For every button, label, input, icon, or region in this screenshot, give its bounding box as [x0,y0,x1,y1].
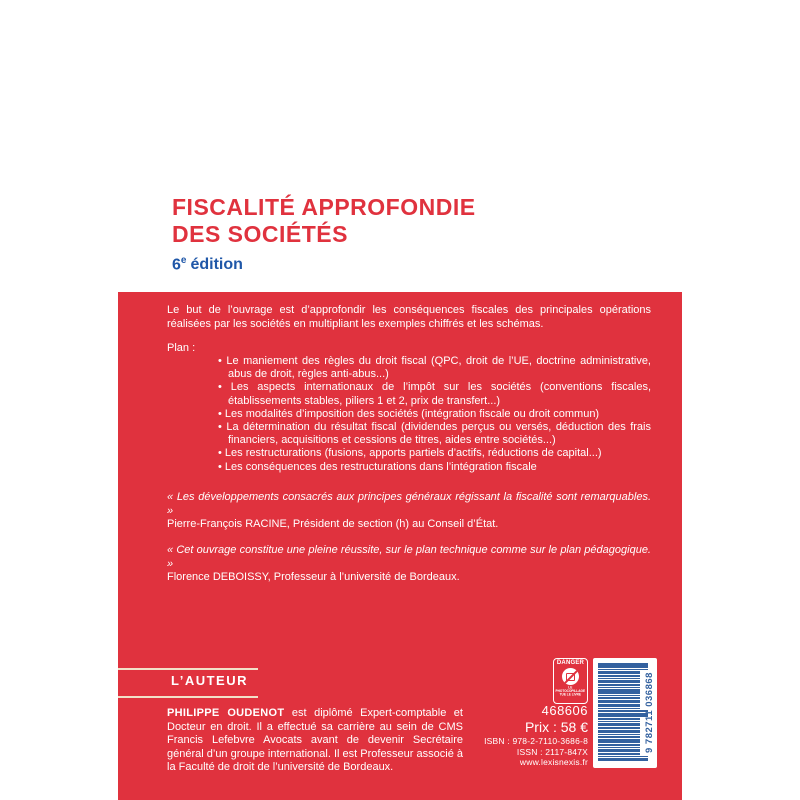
author-bio-text: est diplômé Expert-comptable et Docteur en droit. Il a effectué sa carrière au sein de CMS Francis Lefebvre Avocats avant de devenir Secrétaire général d’un groupe international. Il est Professeur associé à la Faculté de droit de l’université de Bordeaux. [167,707,463,773]
barcode-bar [598,744,640,746]
quote-text: « Cet ouvrage constitue une pleine réussite, sur le plan technique comme sur le plan pédagogique. » [167,544,651,570]
publisher-info [484,703,588,768]
barcode [593,658,657,768]
edition-word: édition [190,256,243,274]
barcode-bar [598,704,640,707]
barcode-bar [598,749,640,752]
barcode-bar [598,713,648,718]
barcode-bar [598,663,648,668]
barcode-bar [598,687,640,689]
plan-item: • Le maniement des règles du droit fiscal (QPC, droit de l’UE, doctrine administrative, abus de droit, règles anti-abus...) [218,355,651,381]
no-photocopy-icon [562,668,579,685]
barcode-bar [598,700,640,703]
barcode-bar [598,708,640,710]
author-name: PHILIPPE OUDENOT [167,707,285,719]
barcode-bar [598,747,640,749]
barcode-bar [598,684,640,686]
book-title-line2: DES SOCIÉTÉS [172,221,348,247]
plan-label: Plan : [167,342,196,354]
barcode-bar [598,736,640,738]
plan-item: • Les conséquences des restructurations dans l’intégration fiscale [218,461,651,474]
danger-caption-line2: PHOTOCOPILLAGE [555,689,586,693]
book-summary: Le but de l’ouvrage est d’approfondir les conséquences fiscales des principales opérations réalisées par les sociétés en multipliant les exemples chiffrés et les schémas. [167,304,651,330]
issn: ISSN : 2117-847X [516,746,588,757]
product-code: 468606 [541,703,588,718]
author-section-rule-top [118,668,258,670]
barcode-bar [598,718,640,720]
barcode-bars [598,663,648,763]
isbn: ISBN : 978-2-7110-3686-8 [484,736,588,746]
anti-photocopy-badge [553,658,588,704]
price: Prix : 58 € [524,719,588,735]
barcode-bar [598,734,640,736]
plan-item: • Les restructurations (fusions, apports partiels d’actifs, réductions de capital...) [218,447,651,460]
danger-caption-line3: TUE LE LIVRE [559,693,582,697]
barcode-bar [598,695,640,697]
prohibition-slash [562,668,579,685]
barcode-bar [598,739,640,744]
book-title-line1: FISCALITÉ APPROFONDIE [172,194,476,220]
danger-label: DANGER [556,660,585,666]
barcode-bar [598,723,640,726]
barcode-bar [598,675,640,677]
barcode-bar [598,669,648,671]
barcode-number: 9 782711 036868 [644,672,655,754]
author-section-heading: L’AUTEUR [171,673,248,688]
danger-caption [554,686,587,697]
quote-attribution: Pierre-François RACINE, Président de section (h) au Conseil d’État. [167,518,499,530]
barcode-bar [598,697,640,699]
barcode-bar [598,727,640,729]
edition-number: 6 [172,256,181,274]
barcode-bar [598,721,640,723]
edition-ordinal-suffix: e [180,255,187,266]
author-bio [167,707,463,775]
barcode-bar [598,753,640,755]
book-title [172,194,476,248]
barcode-bar [598,756,648,758]
quote-text: « Les développements consacrés aux principes généraux régissant la fiscalité sont remarquables. » [167,491,651,517]
barcode-bar [598,730,640,733]
plan-list [218,355,651,474]
barcode-bar [598,689,640,694]
plan-item: • Les modalités d’imposition des sociétés (intégration fiscale ou droit commun) [218,408,651,421]
plan-item: • Les aspects internationaux de l’impôt sur les sociétés (conventions fiscales, établissements stables, piliers 1 et 2, prix de transfert...) [218,381,651,407]
barcode-bar [598,680,640,683]
plan-item: • La détermination du résultat fiscal (dividendes perçus ou versés, déduction des frais financiers, acquisitions et cessions de titres, aides entre sociétés...) [218,421,651,447]
edition-label [172,255,243,274]
danger-caption-line1: LE [568,686,573,690]
barcode-bar [598,758,648,761]
review-quote-1 [167,491,651,532]
review-quote-2 [167,544,651,585]
quote-attribution: Florence DEBOISSY, Professeur à l’université de Bordeaux. [167,571,460,583]
publisher-website: www.lexisnexis.fr [519,757,588,767]
cover-red-panel [118,292,682,800]
barcode-bar [598,710,648,712]
author-section-rule-bottom [118,696,258,698]
barcode-bar [598,678,640,680]
barcode-bar [598,671,640,674]
